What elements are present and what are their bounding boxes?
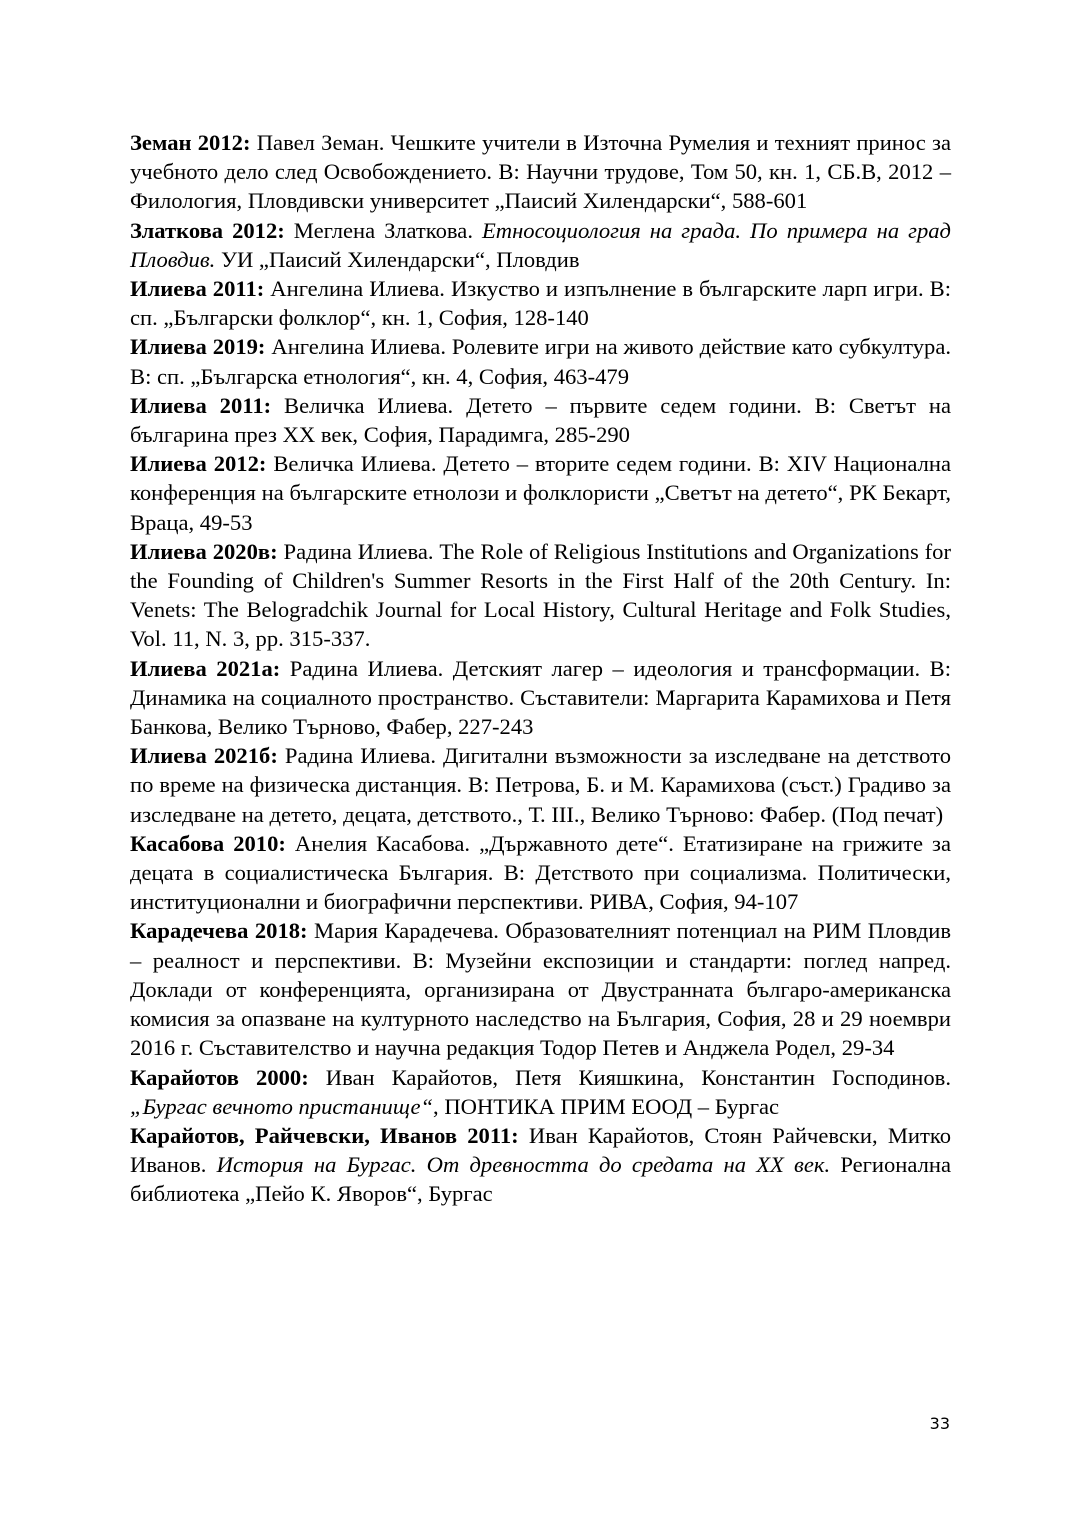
bibliography-list (130, 128, 951, 1209)
bibliography-entry (130, 274, 951, 332)
entry-text: Павел Земан. Чешките учители в Източна Румелия и техният принос за учебното дело след Освобождението. В: Научни трудове, Том 50, кн. 1, СБ.В, 2012 – Филология, Пловдивски университет „Паисий Хилендарски“, 588-601 (130, 130, 951, 214)
bibliography-entry (130, 216, 951, 274)
page-number: 33 (929, 1414, 950, 1433)
entry-text: Величка Илиева. Детето – вторите седем години. В: XIV Национална конференция на българските етнолози и фолклористи „Светът на детето“, РК Бекарт, Враца, 49-53 (130, 451, 952, 535)
entry-text: Анелия Касабова. „Държавното дете“. Етатизиране на грижите за децата в социалистическа България. В: Детството при социализма. Политически, институционални и биографични перспективи. РИВА, София, 94-107 (130, 830, 951, 915)
entry-title-italic: Етносоциология на града. По примера на град Пловдив. (130, 217, 951, 272)
entry-key: Илиева 2011: (130, 392, 272, 418)
entry-text: Ангелина Илиева. Изкуство и изпълнение в българските ларп игри. В: сп. „Български фолклор“, кн. 1, София, 128-140 (130, 276, 951, 331)
entry-text: Радина Илиева. Дигитални възможности за изследване на детството по време на физическа дистанция. В: Петрова, Б. и М. Карамихова (съст.) Градиво за изследване на детето, децата, детството., Т. III., Велико Търново: Фабер. (Под печат) (130, 743, 951, 827)
entry-text: Иван Карайотов, Петя Кияшкина, Константин Господинов. (308, 1064, 951, 1090)
entry-title-italic: История на Бургас. От древността до средата на ХХ век. (216, 1152, 831, 1178)
entry-text: Радина Илиева. The Role of Religious Institutions and Organizations for the Founding of Children's Summer Resorts in the First Half of the 20th Century. In: Venets: The Belogradchik Journal for Local History, Cultural Heritage and Folk Studies, Vol. 11, N. 3, pp. 315-337. (130, 538, 951, 652)
entry-key: Илиева 2020в: (130, 538, 278, 564)
entry-text: УИ „Паисий Хилендарски“, Пловдив (215, 246, 580, 272)
entry-key: Илиева 2012: (130, 451, 267, 477)
bibliography-entry (130, 741, 951, 829)
entry-key: Златкова 2012: (130, 217, 285, 243)
entry-key: Карайотов, Райчевски, Иванов 2011: (130, 1122, 519, 1148)
bibliography-entry (130, 1121, 951, 1209)
entry-key: Илиева 2021а: (130, 655, 281, 681)
bibliography-entry (130, 449, 951, 537)
entry-key: Касабова 2010: (130, 830, 286, 856)
entry-text: Регионална библиотека „Пейо К. Яворов“, Бургас (130, 1152, 951, 1207)
entry-text: Радина Илиева. Детският лагер – идеология и трансформации. В: Динамика на социалното пространство. Съставители: Маргарита Карамихова и Петя Банкова, Велико Търново, Фабер, 227-243 (130, 655, 951, 740)
entry-key: Карадечева 2018: (130, 918, 308, 944)
entry-key: Илиева 2019: (130, 334, 266, 360)
bibliography-entry (130, 1063, 951, 1121)
bibliography-entry (130, 332, 951, 390)
bibliography-entry (130, 829, 951, 917)
entry-key: Илиева 2011: (130, 276, 265, 302)
entry-text: Величка Илиева. Детето – първите седем години. В: Светът на българина през ХХ век, София, Парадимга, 285-290 (130, 392, 951, 448)
bibliography-entry (130, 391, 951, 449)
entry-title-italic: „Бургас вечното пристанище“ (130, 1093, 434, 1119)
bibliography-entry (130, 537, 951, 654)
bibliography-entry (130, 654, 951, 742)
bibliography-entry (130, 128, 951, 216)
entry-text: Иван Карайотов, Стоян Райчевски, Митко Иванов. (130, 1122, 951, 1178)
entry-text: , ПОНТИКА ПРИМ ЕООД – Бургас (433, 1093, 780, 1119)
entry-text: Ангелина Илиева. Ролевите игри на живото действие като субкултура. В: сп. „Българска етнология“, кн. 4, София, 463-479 (130, 334, 952, 389)
bibliography-entry (130, 916, 951, 1062)
entry-text: Мария Карадечева. Образователният потенциал на РИМ Пловдив – реалност и перспективи. В: Музейни експозиции и стандарти: поглед напред. Доклади от конференцията, организирана от Двустранната българо-американска комисия за опазване на културното наследство на България, София, 28 и 29 ноември 2016 г. Съставителство и научна редакция Тодор Петев и Анджела Родел, 29-34 (130, 918, 951, 1061)
entry-key: Земан 2012: (130, 130, 251, 155)
entry-key: Илиева 2021б: (130, 743, 278, 769)
entry-key: Карайотов 2000: (130, 1064, 309, 1090)
entry-text: Меглена Златкова. (284, 217, 482, 243)
